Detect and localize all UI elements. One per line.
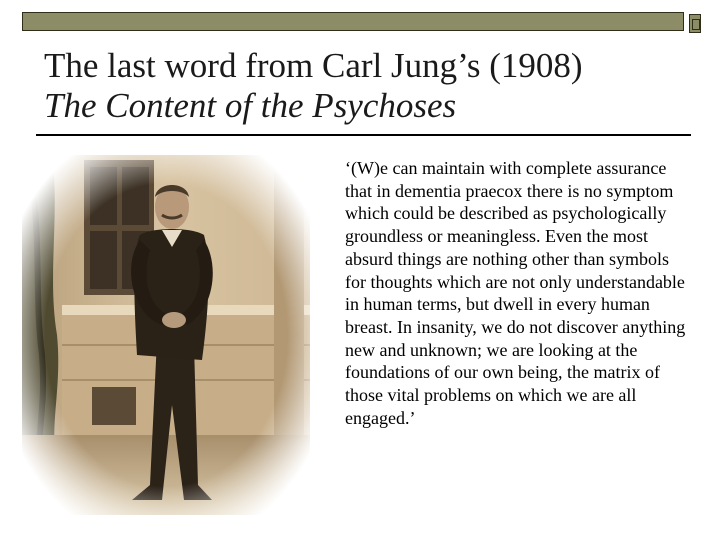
decorative-corner-box xyxy=(689,14,701,33)
jung-photo-illustration xyxy=(22,155,310,515)
title-line-1: The last word from Carl Jung’s (1908) xyxy=(44,46,583,85)
decorative-top-bar xyxy=(22,12,684,31)
title-line-2: The Content of the Psychoses xyxy=(44,86,457,125)
jung-quote: ‘(W)e can maintain with complete assurance that in dementia praecox there is no symptom which could be described as psychologically groundless or meaningless. Even the most absurd things are nothing other than symbols for thoughts which are not only understandable in human terms, but dwell in every human breast. In insanity, we do not discover anything new and unknown; we are looking at the foundations of our own being, the matrix of those vital problems on which we are all engaged.’ xyxy=(345,158,686,428)
slide-title xyxy=(44,46,704,126)
jung-photo xyxy=(22,155,310,515)
title-underline xyxy=(36,134,691,136)
